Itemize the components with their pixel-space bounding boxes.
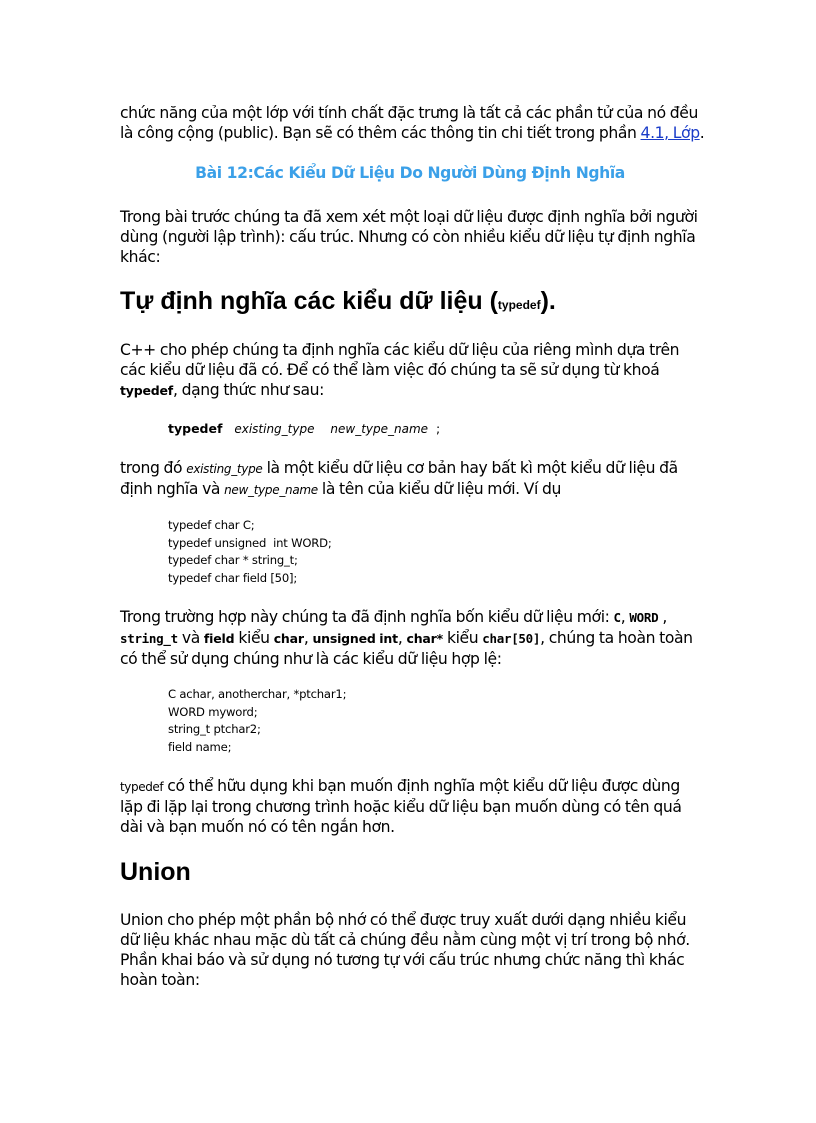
- syntax-new-type-name: new_type_name: [330, 422, 429, 436]
- para2-c: là tên của kiểu dữ liệu mới. Ví dụ: [317, 480, 562, 498]
- code-line: typedef char C;: [168, 518, 255, 532]
- code-line: C achar, anotherchar, *ptchar1;: [168, 687, 347, 701]
- typedef-paragraph-2: [120, 458, 698, 500]
- para3-sep: ,: [620, 608, 630, 626]
- para2-existing-type: existing_type: [186, 462, 263, 476]
- intro-paragraph: [120, 103, 720, 143]
- union-paragraph: Union cho phép một phần bộ nhớ có thể được truy xuất dưới dạng nhiều kiểu dữ liệu khác nhau mặc dù tất cả chúng đều nằm cùng một vị trí trong bộ nhớ. Phần khai báo và sử dụng nó tương tự với cấu trúc nhưng chức năng thì khác hoàn toàn:: [120, 911, 690, 989]
- code-block-usage-examples: [168, 686, 346, 756]
- code-line: field name;: [168, 739, 232, 754]
- type-word: WORD: [629, 610, 659, 625]
- para3-end: , chúng ta hoàn toàn có thể sử dụng chúng như là các kiểu dữ liệu hợp lệ:: [120, 629, 693, 668]
- typedef-paragraph-3: [120, 607, 700, 669]
- code-line: WORD myword;: [168, 704, 258, 719]
- para3-sep: ,: [303, 629, 313, 647]
- para3-kieu: kiểu: [234, 629, 274, 647]
- para2-a: trong đó: [120, 459, 187, 477]
- typedef-para1-keyword: typedef: [120, 383, 174, 398]
- type-c: C: [613, 610, 621, 625]
- typedef-paragraph-4: [120, 776, 698, 837]
- para3-a: Trong trường hợp này chúng ta đã định nghĩa bốn kiểu dữ liệu mới:: [120, 608, 614, 626]
- para4-text: có thể hữu dụng khi bạn muốn định nghĩa một kiểu dữ liệu được dùng lặp đi lặp lại trong chương trình hoặc kiểu dữ liệu bạn muốn dùng có tên quá dài và bạn muốn nó có tên ngắn hơn.: [120, 777, 682, 836]
- para2-b: là một kiểu dữ liệu cơ bản hay bất kì một kiểu dữ liệu đã định nghĩa và: [120, 459, 678, 498]
- type-char-array: char[50]: [482, 631, 541, 646]
- intro-line-2: là công cộng (public). Bạn sẽ có thêm các thông tin chi tiết trong phần: [120, 124, 641, 142]
- type-unsigned-int: unsigned int: [312, 631, 398, 646]
- typedef-heading: [120, 287, 556, 316]
- typedef-heading-text: Tự định nghĩa các kiểu dữ liệu (: [120, 287, 498, 315]
- typedef-para1-end: , dạng thức như sau:: [173, 381, 324, 399]
- para3-kieu: kiểu: [442, 629, 483, 647]
- type-field: field: [203, 631, 235, 646]
- type-char-pointer: char*: [406, 631, 443, 646]
- para4-keyword: typedef: [120, 780, 164, 794]
- syntax-semicolon: ;: [435, 421, 441, 436]
- intro-line-1: chức năng của một lớp với tính chất đặc trưng là tất cả các phần tử của nó đều: [120, 104, 698, 122]
- para3-and: và: [177, 629, 204, 647]
- lesson-intro-paragraph: Trong bài trước chúng ta đã xem xét một loại dữ liệu được định nghĩa bởi người dùng (người lập trình): cấu trúc. Nhưng có còn nhiều kiểu dữ liệu tự định nghĩa khác:: [120, 208, 698, 266]
- para2-new-type-name: new_type_name: [224, 483, 318, 497]
- section-link-4-1[interactable]: 4.1, Lớp: [640, 124, 700, 142]
- para3-sep: ,: [397, 629, 407, 647]
- para3-sep: ,: [658, 608, 667, 626]
- syntax-keyword: typedef: [168, 421, 223, 436]
- typedef-heading-keyword: typedef: [497, 298, 541, 312]
- code-line: typedef unsigned int WORD;: [168, 535, 332, 550]
- typedef-heading-end: ).: [540, 287, 556, 315]
- type-string-t: string_t: [120, 631, 178, 646]
- code-line: typedef char * string_t;: [168, 553, 298, 567]
- code-line: string_t ptchar2;: [168, 722, 261, 736]
- typedef-paragraph-1: [120, 340, 698, 401]
- code-line: typedef char field [50];: [168, 570, 298, 585]
- code-block-typedef-examples: [168, 517, 332, 587]
- intro-period: .: [699, 124, 705, 142]
- union-heading: Union: [120, 858, 191, 886]
- typedef-para1-text: C++ cho phép chúng ta định nghĩa các kiểu dữ liệu của riêng mình dựa trên các kiểu dữ liệu đã có. Để có thể làm việc đó chúng ta sẽ sử dụng từ khoá: [120, 341, 680, 379]
- syntax-existing-type: existing_type: [234, 422, 315, 436]
- type-char: char: [273, 631, 304, 646]
- lesson-title: Bài 12:Các Kiểu Dữ Liệu Do Người Dùng Định Nghĩa: [195, 164, 625, 182]
- typedef-syntax: [168, 420, 440, 438]
